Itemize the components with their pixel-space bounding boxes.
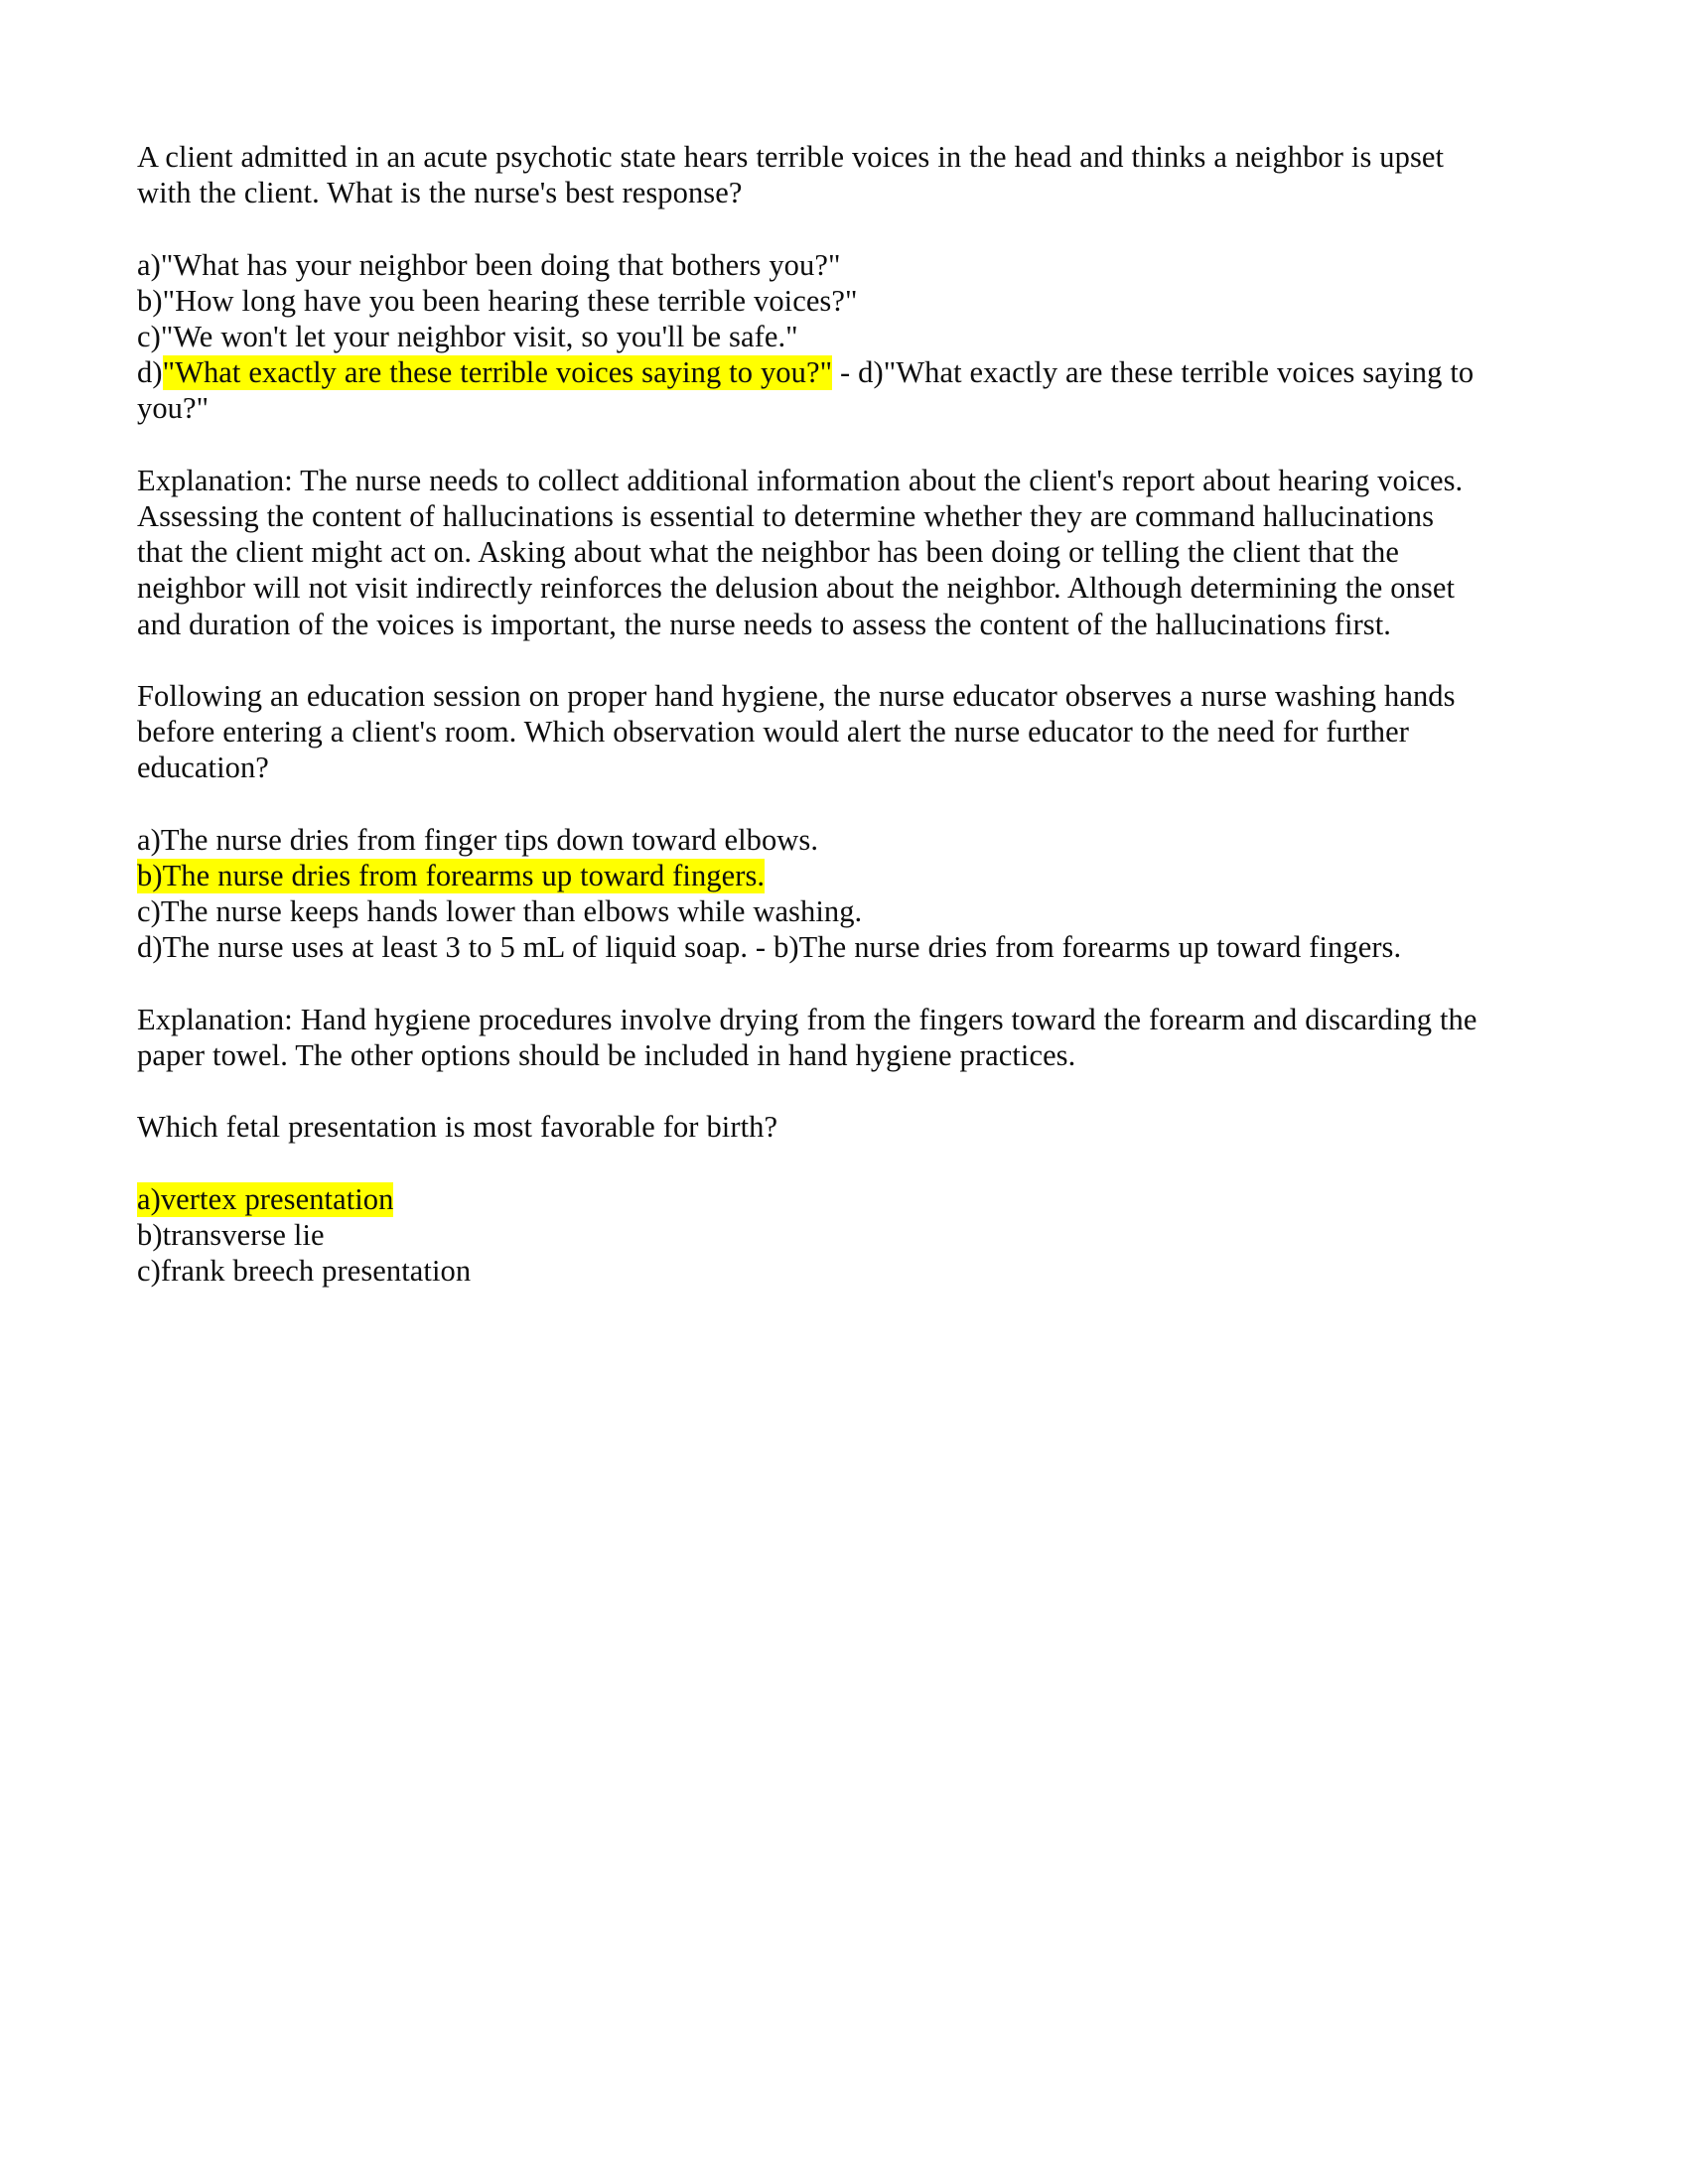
question-1-option-d-answer-tail: - d)"What exactly are these terrible voices saying to you?": [137, 355, 1475, 426]
question-2-option-c[interactable]: c)The nurse keeps hands lower than elbows while washing.: [137, 894, 863, 929]
question-1-stem: A client admitted in an acute psychotic state hears terrible voices in the head and thinks a neighbor is upset with the client. What is the nurse's best response?: [137, 140, 1445, 210]
question-2-option-b-highlight: b)The nurse dries from forearms up toward fingers.: [137, 859, 766, 892]
question-2-explanation: Explanation: Hand hygiene procedures involve drying from the fingers toward the forearm and discarding the paper towel. The other options should be included in hand hygiene practices.: [137, 1002, 1477, 1072]
question-2-options: [137, 822, 1487, 966]
question-1-option-b[interactable]: b)"How long have you been hearing these terrible voices?": [137, 283, 858, 318]
question-1-option-c[interactable]: c)"We won't let your neighbor visit, so you'll be safe.": [137, 320, 798, 353]
question-3-stem: Which fetal presentation is most favorable for birth?: [137, 1110, 778, 1145]
question-3-option-a-highlight: a)vertex presentation: [137, 1181, 394, 1216]
question-2-option-a[interactable]: a)The nurse dries from finger tips down toward elbows.: [137, 822, 819, 857]
question-1-explanation: Explanation: The nurse needs to collect additional information about the client's report about hearing voices. Assessing the content of hallucinations is essential to determine whether they are command hallucinations that the client might act on. Asking about what the neighbor has been doing or telling the client that the neighbor will not visit indirectly reinforces the delusion about the neighbor. Although determining the onset and duration of the voices is important, the nurse needs to assess the content of the hallucinations first.: [137, 463, 1464, 641]
question-1-option-a[interactable]: a)"What has your neighbor been doing that bothers you?": [137, 247, 841, 282]
question-3-options: [137, 1181, 1487, 1290]
question-2-option-d[interactable]: d)The nurse uses at least 3 to 5 mL of liquid soap. - b)The nurse dries from forearms up toward fingers.: [137, 930, 1402, 965]
question-1-options: [137, 247, 1487, 427]
question-2-stem: Following an education session on proper hand hygiene, the nurse educator observes a nurse washing hands before entering a client's room. Which observation would alert the nurse educator to the need for further education?: [137, 679, 1456, 785]
question-1-option-d[interactable]: [137, 355, 1474, 425]
question-3-option-b[interactable]: b)transverse lie: [137, 1217, 325, 1252]
document-content: [137, 139, 1487, 1325]
question-1-option-d-highlight: "What exactly are these terrible voices saying to you?": [162, 355, 833, 390]
question-3-option-c[interactable]: c)frank breech presentation: [137, 1254, 472, 1289]
question-3-option-a[interactable]: [137, 1181, 1487, 1217]
question-1-option-d-prefix: d): [137, 355, 163, 390]
question-2-option-b[interactable]: [137, 858, 1487, 893]
